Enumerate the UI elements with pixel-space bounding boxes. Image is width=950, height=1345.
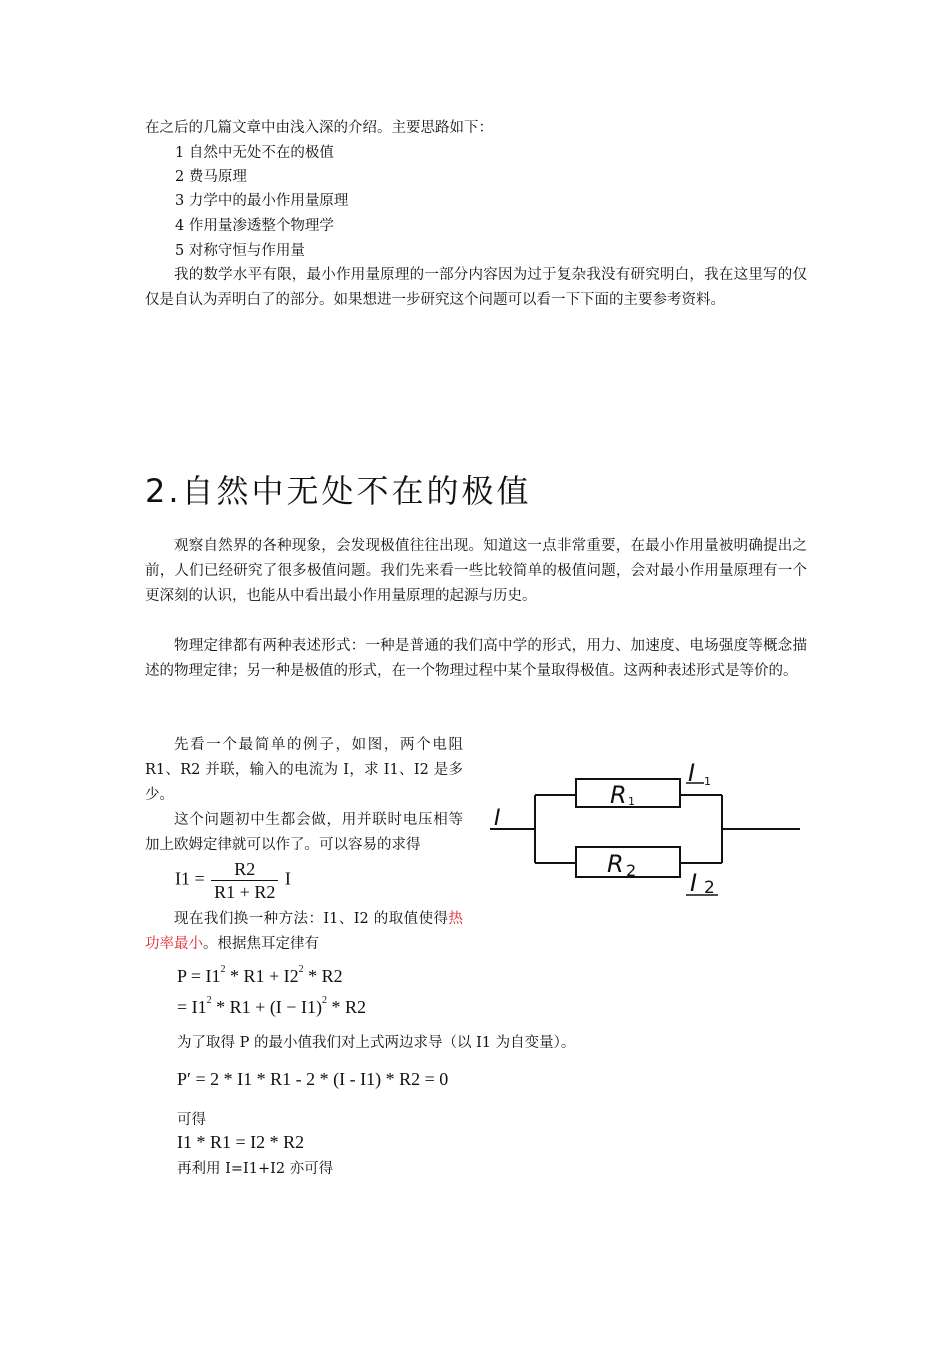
i1-subscript: 1 <box>704 775 711 788</box>
paragraph-3: 先看一个最简单的例子，如图，两个电阻R1、R2 并联，输入的电流为 I，求 I1、I2 是多少。 <box>145 737 463 803</box>
eq3-exp-1: 2 <box>206 995 212 1006</box>
eq1-tail: I <box>284 868 291 889</box>
outline-item-2: 2 费马原理 <box>175 169 247 185</box>
eq3-part-a: = I1 <box>177 997 207 1017</box>
paragraph-8: 再利用 I=I1+I2 亦可得 <box>177 1161 334 1177</box>
paragraph-5-a: 现在我们换一种方法：I1、I2 的取值使得 <box>174 911 449 927</box>
outline-item-1: 1 自然中无处不在的极值 <box>175 145 334 161</box>
paragraph-4: 这个问题初中生都会做，用并联时电压相等加上欧姆定律就可以作了。可以容易的求得 <box>145 812 463 853</box>
eq1-fraction <box>211 858 278 903</box>
eq1-denominator: R1 + R2 <box>214 882 276 902</box>
eq3-exp-2: 2 <box>321 995 327 1006</box>
paragraph-5-b: 。根据焦耳定律有 <box>203 936 319 952</box>
i1-label: I <box>688 759 696 787</box>
eq1-lhs: I1 = <box>175 868 205 889</box>
equation-derivative: P′ = 2 * I1 * R1 - 2 * (I - I1) * R2 = 0 <box>177 1069 449 1089</box>
eq1-numerator: R2 <box>211 858 278 881</box>
i2-label: I <box>690 869 698 897</box>
eq2-exp-1: 2 <box>220 964 226 975</box>
r1-subscript: 1 <box>628 795 635 808</box>
eq2-part-c: * R2 <box>303 966 343 986</box>
equation-power-substituted <box>177 997 366 1018</box>
paragraph-7: 可得 <box>177 1112 206 1128</box>
input-current-label: I <box>494 806 501 831</box>
eq3-part-c: * R2 <box>326 997 366 1017</box>
eq3-part-b: * R1 + (I − I1) <box>211 997 322 1017</box>
outline-item-3: 3 力学中的最小作用量原理 <box>175 193 349 209</box>
r1-label: R <box>610 781 627 809</box>
highlight-min-heat-power: 热功率最小 <box>145 911 463 952</box>
r2-label: R <box>607 850 624 878</box>
paragraph-6: 为了取得 P 的最小值我们对上式两边求导（以 I1 为自变量）。 <box>177 1035 576 1051</box>
paragraph-1: 观察自然界的各种现象，会发现极值往往出现。知道这一点非常重要，在最小作用量被明确提出之前，人们已经研究了很多极值问题。我们先来看一些比较简单的极值问题，会对最小作用量原理有一个更深刻的认识，也能从中看出最小作用量原理的起源与历史。 <box>145 538 807 604</box>
eq2-exp-2: 2 <box>298 964 304 975</box>
outline-item-4: 4 作用量渗透整个物理学 <box>175 218 334 234</box>
r2-subscript: 2 <box>626 861 637 880</box>
intro-note: 我的数学水平有限，最小作用量原理的一部分内容因为过于复杂我没有研究明白，我在这里写的仅仅是自认为弄明白了的部分。如果想进一步研究这个问题可以看一下下面的主要参考资料。 <box>145 267 807 308</box>
eq2-part-b: * R1 + I2 <box>225 966 299 986</box>
section-title: 2.自然中无处不在的极值 <box>145 472 532 510</box>
i2-subscript: 2 <box>704 878 715 898</box>
outline-item-5: 5 对称守恒与作用量 <box>175 243 305 259</box>
intro-lead: 在之后的几篇文章中由浅入深的介绍。主要思路如下： <box>145 120 493 136</box>
parallel-circuit-diagram <box>470 755 810 905</box>
eq2-part-a: P = I1 <box>177 966 221 986</box>
equation-power <box>177 966 343 987</box>
paragraph-5 <box>145 907 463 957</box>
paragraph-2: 物理定律都有两种表述形式：一种是普通的我们高中学的形式，用力、加速度、电场强度等概念描述的物理定律；另一种是极值的形式，在一个物理过程中某个量取得极值。这两种表述形式是等价的。 <box>145 638 807 679</box>
equation-result: I1 * R1 = I2 * R2 <box>177 1132 305 1152</box>
equation-current-divider <box>175 858 291 903</box>
